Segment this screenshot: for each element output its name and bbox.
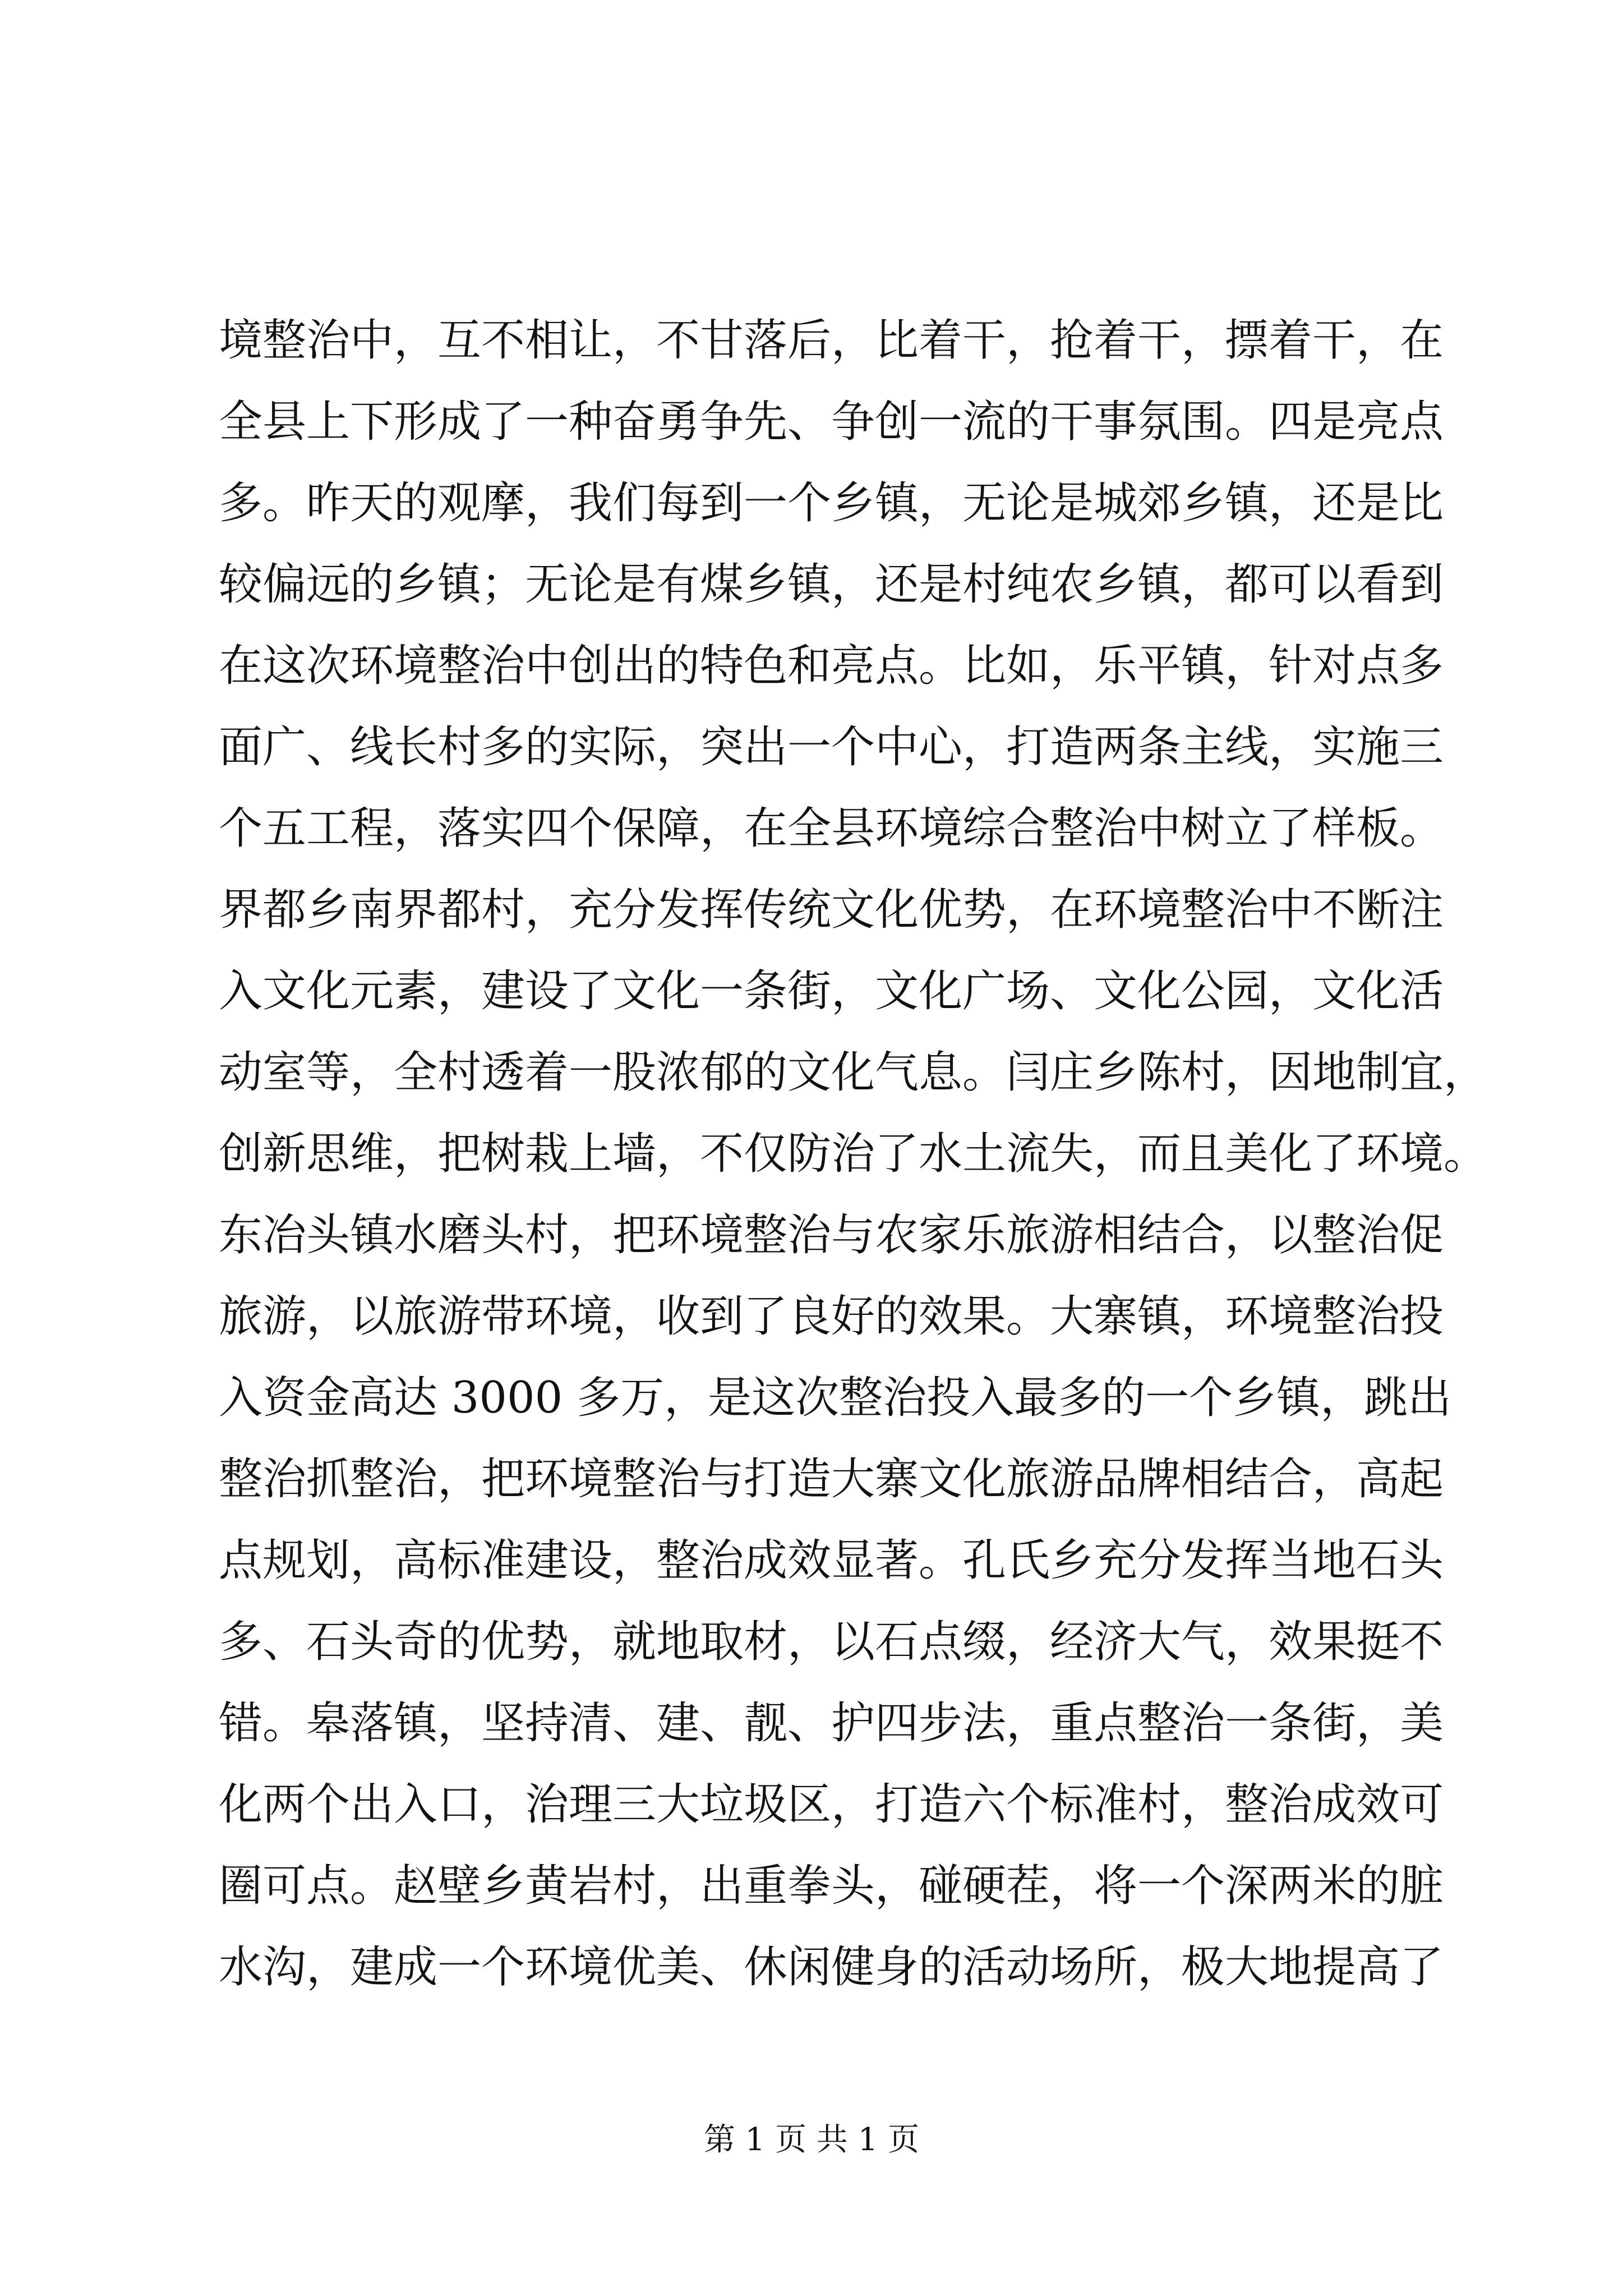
text-line: 个五工程，落实四个保障，在全县环境综合整治中树立了样板。: [219, 803, 1444, 854]
text-line: 旅游，以旅游带环境，收到了良好的效果。大寨镇，环境整治投: [219, 1291, 1444, 1342]
body-text: [219, 300, 1488, 2008]
text-line: 界都乡南界都村，充分发挥传统文化优势，在环境整治中不断注: [219, 885, 1444, 935]
text-line: 圈可点。赵壁乡黄岩村，出重拳头，碰硬茬，将一个深两米的脏: [219, 1861, 1444, 1911]
text-line: 多。昨天的观摩，我们每到一个乡镇，无论是城郊乡镇，还是比: [219, 478, 1444, 528]
text-line: 创新思维，把树栽上墙，不仅防治了水土流失，而且美化了环境。: [219, 1129, 1488, 1179]
text-line: 点规划，高标准建设，整治成效显著。孔氏乡充分发挥当地石头: [219, 1535, 1444, 1586]
text-line: 入文化元素，建设了文化一条街，文化广场、文化公园，文化活: [219, 966, 1444, 1016]
page-number: 第 1 页 共 1 页: [703, 2122, 920, 2158]
text-line: 全县上下形成了一种奋勇争先、争创一流的干事氛围。四是亮点: [219, 397, 1444, 447]
text-line: 多、石头奇的优势，就地取材，以石点缀，经济大气，效果挺不: [219, 1617, 1444, 1667]
text-line: 整治抓整治，把环境整治与打造大寨文化旅游品牌相结合，高起: [219, 1454, 1444, 1504]
text-line: 较偏远的乡镇；无论是有煤乡镇，还是村纯农乡镇，都可以看到: [219, 559, 1444, 610]
text-line: 东冶头镇水磨头村，把环境整治与农家乐旅游相结合，以整治促: [219, 1210, 1444, 1260]
text-line: 化两个出入口，治理三大垃圾区，打造六个标准村，整治成效可: [219, 1779, 1444, 1830]
text-line: 境整治中，互不相让，不甘落后，比着干，抢着干，摽着干，在: [219, 315, 1444, 366]
text-line: 动室等，全村透着一股浓郁的文化气息。闫庄乡陈村，因地制宜，: [219, 1047, 1488, 1098]
text-line: 水沟，建成一个环境优美、休闲健身的活动场所，极大地提高了: [219, 1942, 1444, 1993]
text-line: 入资金高达 3000 多万，是这次整治投入最多的一个乡镇，跳出: [219, 1373, 1452, 1423]
page-footer: [0, 2120, 1623, 2160]
text-line: 在这次环境整治中创出的特色和亮点。比如，乐平镇，针对点多: [219, 641, 1444, 691]
text-line: 面广、线长村多的实际，突出一个中心，打造两条主线，实施三: [219, 722, 1444, 772]
text-line: 错。皋落镇，坚持清、建、靓、护四步法，重点整治一条街，美: [219, 1698, 1444, 1749]
